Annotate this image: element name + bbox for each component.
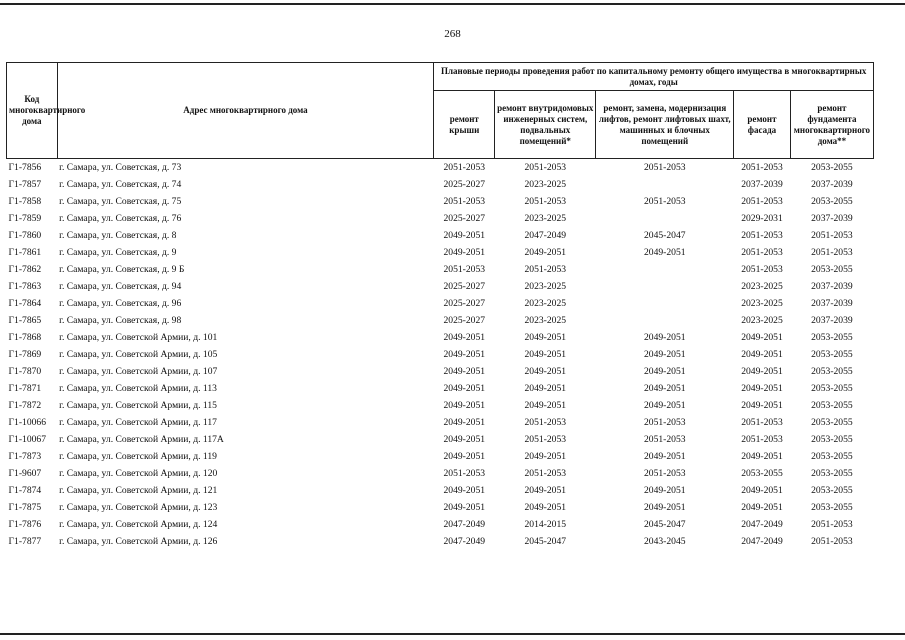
row-roof: 2047-2049 (443, 536, 486, 547)
row-address: г. Самара, ул. Советской Армии, д. 107 (59, 366, 218, 377)
row-facade: 2049-2051 (741, 366, 783, 377)
row-roof: 2049-2051 (443, 230, 486, 241)
header-roof: ремонт крыши (434, 91, 495, 159)
bottom-rule (0, 633, 905, 635)
row-code: Г1-7874 (8, 485, 42, 496)
row-code: Г1-7877 (8, 536, 42, 547)
row-roof: 2049-2051 (443, 349, 486, 360)
row-facade: 2053-2055 (741, 468, 783, 479)
row-code: Г1-7865 (8, 315, 42, 326)
row-facade: 2049-2051 (741, 502, 783, 513)
table-row (7, 227, 874, 244)
row-foundation: 2053-2055 (811, 332, 853, 343)
top-rule (0, 3, 905, 5)
row-facade: 2023-2025 (741, 315, 783, 326)
row-roof: 2049-2051 (443, 400, 486, 411)
row-roof: 2049-2051 (443, 366, 486, 377)
row-engineering: 2049-2051 (524, 247, 567, 258)
row-address: г. Самара, ул. Советской Армии, д. 113 (59, 383, 217, 394)
row-engineering: 2045-2047 (524, 536, 567, 547)
row-address: г. Самара, ул. Советская, д. 73 (59, 162, 182, 173)
row-address: г. Самара, ул. Советская, д. 96 (59, 298, 182, 309)
table-row (7, 210, 874, 227)
table-body (7, 159, 874, 551)
row-roof: 2049-2051 (443, 485, 486, 496)
row-engineering: 2049-2051 (524, 502, 567, 513)
row-lifts: 2049-2051 (643, 383, 686, 394)
row-facade: 2029-2031 (741, 213, 783, 224)
row-address: г. Самара, ул. Советской Армии, д. 101 (59, 332, 218, 343)
row-engineering: 2051-2053 (524, 196, 567, 207)
row-code: Г1-7860 (8, 230, 42, 241)
row-code: Г1-7862 (8, 264, 42, 275)
row-address: г. Самара, ул. Советская, д. 74 (59, 179, 182, 190)
row-code: Г1-7861 (8, 247, 42, 258)
capital-repair-table (6, 62, 874, 550)
row-foundation: 2053-2055 (811, 451, 853, 462)
row-lifts (596, 176, 734, 193)
row-code: Г1-7871 (8, 383, 42, 394)
header-address: Адрес многоквартирного дома (57, 63, 434, 159)
row-foundation: 2051-2053 (811, 230, 853, 241)
row-foundation: 2037-2039 (811, 315, 853, 326)
row-lifts: 2049-2051 (643, 366, 686, 377)
row-address: г. Самара, ул. Советской Армии, д. 117А (59, 434, 224, 445)
row-engineering: 2049-2051 (524, 349, 567, 360)
row-address: г. Самара, ул. Советская, д. 76 (59, 213, 182, 224)
row-lifts: 2051-2053 (643, 196, 686, 207)
row-lifts (596, 295, 734, 312)
row-code: Г1-7868 (8, 332, 42, 343)
row-roof: 2047-2049 (443, 519, 486, 530)
row-lifts (596, 278, 734, 295)
row-roof: 2049-2051 (443, 383, 486, 394)
table-row (7, 159, 874, 177)
row-foundation: 2037-2039 (811, 298, 853, 309)
row-lifts: 2049-2051 (643, 400, 686, 411)
table-row (7, 431, 874, 448)
row-address: г. Самара, ул. Советской Армии, д. 119 (59, 451, 217, 462)
row-foundation: 2053-2055 (811, 162, 853, 173)
row-address: г. Самара, ул. Советской Армии, д. 126 (59, 536, 218, 547)
row-facade: 2037-2039 (741, 179, 783, 190)
row-roof: 2049-2051 (443, 247, 486, 258)
row-engineering: 2051-2053 (524, 434, 567, 445)
table-row (7, 465, 874, 482)
row-engineering: 2049-2051 (524, 400, 567, 411)
row-code: Г1-10066 (8, 417, 47, 428)
table-row (7, 516, 874, 533)
table-row (7, 295, 874, 312)
row-engineering: 2051-2053 (524, 468, 567, 479)
row-foundation: 2053-2055 (811, 502, 853, 513)
row-address: г. Самара, ул. Советской Армии, д. 105 (59, 349, 218, 360)
row-lifts: 2049-2051 (643, 502, 686, 513)
row-roof: 2025-2027 (443, 281, 486, 292)
row-address: г. Самара, ул. Советская, д. 75 (59, 196, 182, 207)
row-facade: 2051-2053 (741, 230, 783, 241)
row-roof: 2051-2053 (443, 162, 486, 173)
row-code: Г1-7864 (8, 298, 42, 309)
row-foundation: 2053-2055 (811, 400, 853, 411)
row-lifts (596, 261, 734, 278)
row-facade: 2051-2053 (741, 264, 783, 275)
row-address: г. Самара, ул. Советской Армии, д. 121 (59, 485, 218, 496)
row-engineering: 2049-2051 (524, 383, 567, 394)
row-facade: 2049-2051 (741, 332, 783, 343)
row-facade: 2047-2049 (741, 519, 783, 530)
row-lifts: 2051-2053 (643, 417, 686, 428)
row-facade: 2049-2051 (741, 400, 783, 411)
table-row (7, 414, 874, 431)
row-code: Г1-7863 (8, 281, 42, 292)
row-code: Г1-7857 (8, 179, 42, 190)
row-roof: 2025-2027 (443, 179, 486, 190)
table-row (7, 329, 874, 346)
row-address: г. Самара, ул. Советская, д. 98 (59, 315, 182, 326)
row-lifts: 2051-2053 (643, 434, 686, 445)
table-row (7, 312, 874, 329)
row-address: г. Самара, ул. Советской Армии, д. 124 (59, 519, 218, 530)
row-lifts (596, 210, 734, 227)
row-lifts: 2045-2047 (643, 519, 686, 530)
row-foundation: 2053-2055 (811, 383, 853, 394)
row-lifts: 2051-2053 (643, 162, 686, 173)
table-row (7, 193, 874, 210)
table-row (7, 176, 874, 193)
table-row (7, 261, 874, 278)
row-foundation: 2051-2053 (811, 536, 853, 547)
row-facade: 2049-2051 (741, 383, 783, 394)
header-facade: ремонт фасада (734, 91, 791, 159)
row-engineering: 2014-2015 (524, 519, 567, 530)
row-foundation: 2053-2055 (811, 349, 853, 360)
table-row (7, 482, 874, 499)
row-engineering: 2023-2025 (524, 298, 567, 309)
row-engineering: 2049-2051 (524, 485, 567, 496)
row-engineering: 2049-2051 (524, 451, 567, 462)
row-code: Г1-9607 (8, 468, 42, 479)
row-engineering: 2051-2053 (524, 162, 567, 173)
row-foundation: 2037-2039 (811, 179, 853, 190)
row-foundation: 2053-2055 (811, 196, 853, 207)
table-header (7, 63, 874, 159)
row-code: Г1-7856 (8, 162, 42, 173)
row-facade: 2051-2053 (741, 162, 783, 173)
row-facade: 2049-2051 (741, 485, 783, 496)
row-address: г. Самара, ул. Советской Армии, д. 117 (59, 417, 217, 428)
row-facade: 2049-2051 (741, 349, 783, 360)
table-row (7, 397, 874, 414)
row-lifts: 2043-2045 (643, 536, 686, 547)
table-row (7, 380, 874, 397)
row-lifts: 2049-2051 (643, 247, 686, 258)
row-facade: 2047-2049 (741, 536, 783, 547)
row-foundation: 2053-2055 (811, 417, 853, 428)
row-code: Г1-7858 (8, 196, 42, 207)
row-code: Г1-7869 (8, 349, 42, 360)
row-lifts: 2049-2051 (643, 332, 686, 343)
row-code: Г1-7875 (8, 502, 42, 513)
row-facade: 2051-2053 (741, 247, 783, 258)
row-engineering: 2049-2051 (524, 332, 567, 343)
row-roof: 2025-2027 (443, 298, 486, 309)
header-code: Код многоквартирного дома (7, 63, 58, 159)
row-code: Г1-7870 (8, 366, 42, 377)
row-foundation: 2051-2053 (811, 247, 853, 258)
row-roof: 2049-2051 (443, 434, 486, 445)
row-foundation: 2053-2055 (811, 434, 853, 445)
row-engineering: 2051-2053 (524, 264, 567, 275)
row-address: г. Самара, ул. Советская, д. 8 (59, 230, 177, 241)
table-row (7, 346, 874, 363)
row-lifts: 2049-2051 (643, 485, 686, 496)
row-engineering: 2049-2051 (524, 366, 567, 377)
row-foundation: 2037-2039 (811, 281, 853, 292)
page-number: 268 (444, 28, 461, 40)
table-row (7, 244, 874, 261)
row-foundation: 2051-2053 (811, 519, 853, 530)
row-lifts: 2045-2047 (643, 230, 686, 241)
table-row (7, 278, 874, 295)
row-lifts: 2049-2051 (643, 349, 686, 360)
row-facade: 2023-2025 (741, 281, 783, 292)
header-periods-title: Плановые периоды проведения работ по капитальному ремонту общего имущества в многоквартирных домах, годы (434, 63, 874, 91)
row-facade: 2049-2051 (741, 451, 783, 462)
header-foundation: ремонт фундамента многоквартирного дома** (790, 91, 873, 159)
row-roof: 2049-2051 (443, 451, 486, 462)
row-engineering: 2047-2049 (524, 230, 567, 241)
row-code: Г1-10067 (8, 434, 47, 445)
table-row (7, 499, 874, 516)
row-code: Г1-7859 (8, 213, 42, 224)
row-address: г. Самара, ул. Советской Армии, д. 115 (59, 400, 217, 411)
row-address: г. Самара, ул. Советская, д. 9 (59, 247, 177, 258)
header-engineering: ремонт внутридомовых инженерных систем, подвальных помещений* (495, 91, 596, 159)
table-row (7, 448, 874, 465)
row-roof: 2049-2051 (443, 417, 486, 428)
row-engineering: 2051-2053 (524, 417, 567, 428)
row-engineering: 2023-2025 (524, 179, 567, 190)
row-code: Г1-7873 (8, 451, 42, 462)
row-roof: 2051-2053 (443, 264, 486, 275)
row-roof: 2049-2051 (443, 332, 486, 343)
row-address: г. Самара, ул. Советской Армии, д. 120 (59, 468, 218, 479)
row-facade: 2051-2053 (741, 434, 783, 445)
row-address: г. Самара, ул. Советская, д. 9 Б (59, 264, 185, 275)
table-row (7, 533, 874, 550)
row-lifts (596, 312, 734, 329)
row-address: г. Самара, ул. Советской Армии, д. 123 (59, 502, 218, 513)
row-lifts: 2049-2051 (643, 451, 686, 462)
table-row (7, 363, 874, 380)
row-facade: 2051-2053 (741, 196, 783, 207)
row-facade: 2023-2025 (741, 298, 783, 309)
row-foundation: 2053-2055 (811, 366, 853, 377)
row-roof: 2051-2053 (443, 196, 486, 207)
header-lifts: ремонт, замена, модернизация лифтов, ремонт лифтовых шахт, машинных и блочных помещений (596, 91, 734, 159)
row-code: Г1-7876 (8, 519, 42, 530)
row-engineering: 2023-2025 (524, 281, 567, 292)
row-roof: 2025-2027 (443, 315, 486, 326)
row-roof: 2025-2027 (443, 213, 486, 224)
row-address: г. Самара, ул. Советская, д. 94 (59, 281, 182, 292)
row-roof: 2051-2053 (443, 468, 486, 479)
row-engineering: 2023-2025 (524, 213, 567, 224)
row-foundation: 2053-2055 (811, 485, 853, 496)
row-foundation: 2037-2039 (811, 213, 853, 224)
row-foundation: 2053-2055 (811, 264, 853, 275)
row-engineering: 2023-2025 (524, 315, 567, 326)
row-roof: 2049-2051 (443, 502, 486, 513)
row-facade: 2051-2053 (741, 417, 783, 428)
row-foundation: 2053-2055 (811, 468, 853, 479)
row-lifts: 2051-2053 (643, 468, 686, 479)
row-code: Г1-7872 (8, 400, 42, 411)
